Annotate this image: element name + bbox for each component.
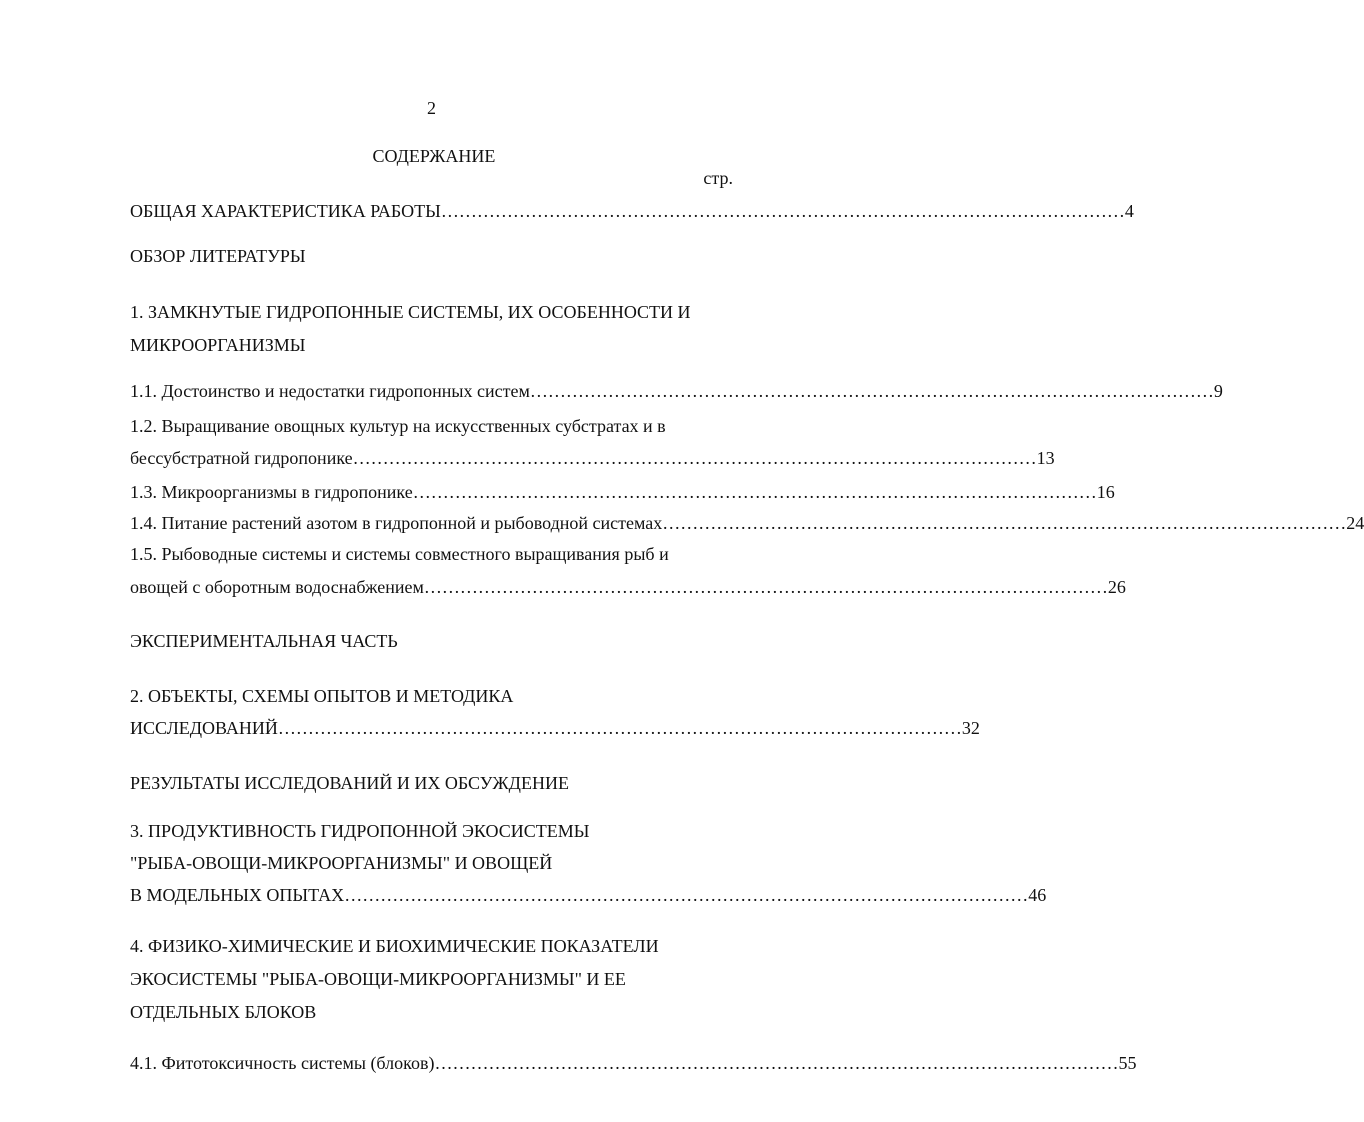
toc-entry-text: 1.4. Питание растений азотом в гидропонной и рыбоводной системах [130, 513, 663, 533]
toc-chapter-4-line-1: 4. ФИЗИКО-ХИМИЧЕСКИЕ И БИОХИМИЧЕСКИЕ ПОКАЗАТЕЛИ [130, 936, 659, 956]
toc-entry-text: 1.3. Микроорганизмы в гидропонике [130, 482, 413, 502]
toc-page-number: 24 [1346, 513, 1364, 533]
toc-chapter-1-line-1: 1. ЗАМКНУТЫЕ ГИДРОПОННЫЕ СИСТЕМЫ, ИХ ОСОБЕННОСТИ И [130, 302, 691, 322]
toc-entry-1-2[interactable] [130, 447, 1055, 469]
dot-leader: …………………………………………………………………………………………………… [277, 718, 962, 738]
dot-leader: …………………………………………………………………………………………………… [440, 201, 1125, 221]
toc-entry-1-3[interactable] [130, 481, 1115, 503]
toc-entry-1-1[interactable] [130, 380, 1223, 402]
toc-page-number: 32 [961, 718, 980, 738]
toc-section-experimental: ЭКСПЕРИМЕНТАЛЬНАЯ ЧАСТЬ [130, 631, 398, 651]
toc-entry-text: 4.1. Фитотоксичность системы (блоков) [130, 1053, 435, 1073]
toc-chapter-2-line-1: 2. ОБЪЕКТЫ, СХЕМЫ ОПЫТОВ И МЕТОДИКА [130, 686, 514, 706]
toc-entry-1-5[interactable] [130, 576, 1126, 598]
toc-chapter-4-line-2: ЭКОСИСТЕМЫ "РЫБА-ОВОЩИ-МИКРООРГАНИЗМЫ" И ЕЕ [130, 969, 626, 989]
toc-chapter-2[interactable] [130, 717, 980, 739]
toc-entry-1-2-line-1: 1.2. Выращивание овощных культур на искусственных субстратах и в [130, 416, 666, 436]
dot-leader: …………………………………………………………………………………………………… [412, 482, 1097, 502]
toc-page-number: 16 [1096, 482, 1115, 502]
toc-entry-text: ИССЛЕДОВАНИЙ [130, 718, 278, 738]
toc-entry-text: овощей с оборотным водоснабжением [130, 577, 424, 597]
toc-chapter-1-line-2: МИКРООРГАНИЗМЫ [130, 335, 306, 355]
toc-page-number: 9 [1213, 381, 1223, 401]
toc-section-results: РЕЗУЛЬТАТЫ ИССЛЕДОВАНИЙ И ИХ ОБСУЖДЕНИЕ [130, 773, 569, 793]
toc-page-number: 26 [1107, 577, 1126, 597]
toc-chapter-4-line-3: ОТДЕЛЬНЫХ БЛОКОВ [130, 1002, 317, 1022]
toc-entry-text: 1.1. Достоинство и недостатки гидропонных систем [130, 381, 530, 401]
toc-entry-1-4[interactable] [130, 512, 1364, 534]
dot-leader: …………………………………………………………………………………………………… [529, 381, 1214, 401]
toc-chapter-3-line-2: "РЫБА-ОВОЩИ-МИКРООРГАНИЗМЫ" И ОВОЩЕЙ [130, 853, 553, 873]
toc-page-number: 4 [1124, 201, 1134, 221]
toc-entry-1-5-line-1: 1.5. Рыбоводные системы и системы совместного выращивания рыб и [130, 544, 669, 564]
toc-chapter-3[interactable] [130, 884, 1047, 906]
dot-leader: …………………………………………………………………………………………………… [352, 448, 1037, 468]
dot-leader: …………………………………………………………………………………………………… [662, 513, 1347, 533]
toc-entry-text: В МОДЕЛЬНЫХ ОПЫТАХ [130, 885, 345, 905]
toc-entry-4-1[interactable] [130, 1052, 1137, 1074]
toc-page-number: 13 [1036, 448, 1055, 468]
page-number: 2 [427, 98, 436, 118]
toc-entry-general[interactable] [130, 200, 1134, 222]
dot-leader: …………………………………………………………………………………………………… [423, 577, 1108, 597]
dot-leader: …………………………………………………………………………………………………… [434, 1053, 1119, 1073]
toc-entry-text: ОБЩАЯ ХАРАКТЕРИСТИКА РАБОТЫ [130, 201, 441, 221]
toc-entry-text: бессубстратной гидропонике [130, 448, 353, 468]
page-title: СОДЕРЖАНИЕ [372, 146, 496, 166]
page-column-label: стр. [703, 168, 733, 188]
toc-section-literature-review: ОБЗОР ЛИТЕРАТУРЫ [130, 246, 306, 266]
toc-page-number: 55 [1118, 1053, 1137, 1073]
toc-chapter-3-line-1: 3. ПРОДУКТИВНОСТЬ ГИДРОПОННОЙ ЭКОСИСТЕМЫ [130, 821, 590, 841]
toc-page-number: 46 [1028, 885, 1047, 905]
dot-leader: …………………………………………………………………………………………………… [344, 885, 1029, 905]
